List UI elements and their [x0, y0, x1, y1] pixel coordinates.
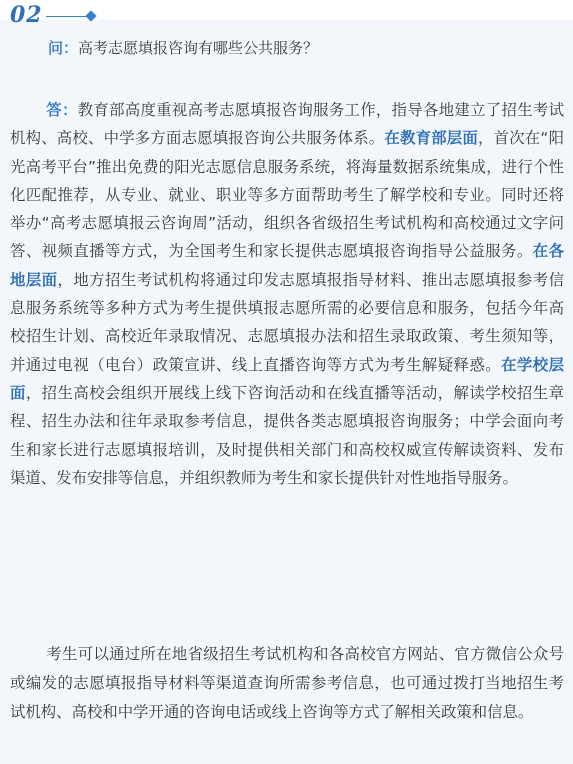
- answer-label: 答：: [46, 101, 78, 119]
- second-paragraph: [10, 640, 564, 727]
- highlight-school: 在学校层面: [10, 355, 564, 402]
- section-header: [0, 0, 573, 34]
- highlight-ministry: 在教育部层面: [384, 129, 478, 148]
- header-rule: [46, 16, 88, 17]
- answer-sentence-2: ，首次在“阳光高考平台”推出免费的阳光志愿信息服务系统，将海量数据系统集成，进行个性化匹配推荐，从专业、就业、职业等多方面帮助考生了解学校和专业。同时还将举办“高考志愿填报云咨询周”活动，组织各省级招生考试机构和高校通过文字问答、视频直播等方式，为全国考生和家长提供志愿填报咨询指导公益服务。: [10, 129, 564, 261]
- answer-paragraph: [10, 96, 564, 492]
- diamond-icon: [85, 10, 96, 21]
- question-label: 问：: [48, 39, 79, 57]
- answer-sentence-1: 教育部高度重视高考志愿填报咨询服务工作，指导各地建立了招生考试机构、高校、中学多方面志愿填报咨询公共服务体系。: [10, 101, 564, 148]
- section-number: 02: [10, 2, 43, 28]
- question-text: 高考志愿填报咨询有哪些公共服务？: [78, 39, 319, 57]
- question-line: [48, 36, 548, 60]
- answer-sentence-4: ，招生高校会组织开展线上线下咨询活动和在线直播等活动，解读学校招生章程、招生办法和往年录取参考信息，提供各类志愿填报咨询服务；中学会面向考生和家长进行志愿填报培训，及时提供相关部门和高校权威宣传解读资料、发布渠道、发布安排等信息，并组织教师为考生和家长提供针对性地指导服务。: [10, 383, 564, 487]
- second-paragraph-text: 考生可以通过所在地省级招生考试机构和各高校官方网站、官方微信公众号或编发的志愿填报指导材料等渠道查询所需参考信息，也可通过拨打当地招生考试机构、高校和中学开通的咨询电话或线上咨询等方式了解相关政策和信息。: [10, 645, 564, 721]
- highlight-local: 在各地层面: [10, 242, 564, 289]
- answer-sentence-3: ，地方招生考试机构将通过印发志愿填报指导材料、推出志愿填报参考信息服务系统等多种方式为考生提供填报志愿所需的必要信息和服务，包括今年高校招生计划、高校近年录取情况、志愿填报办法和招生录取政策、考生须知等，并通过电视（电台）政策宣讲、线上直播咨询等方式为考生解疑释惑。: [10, 270, 564, 374]
